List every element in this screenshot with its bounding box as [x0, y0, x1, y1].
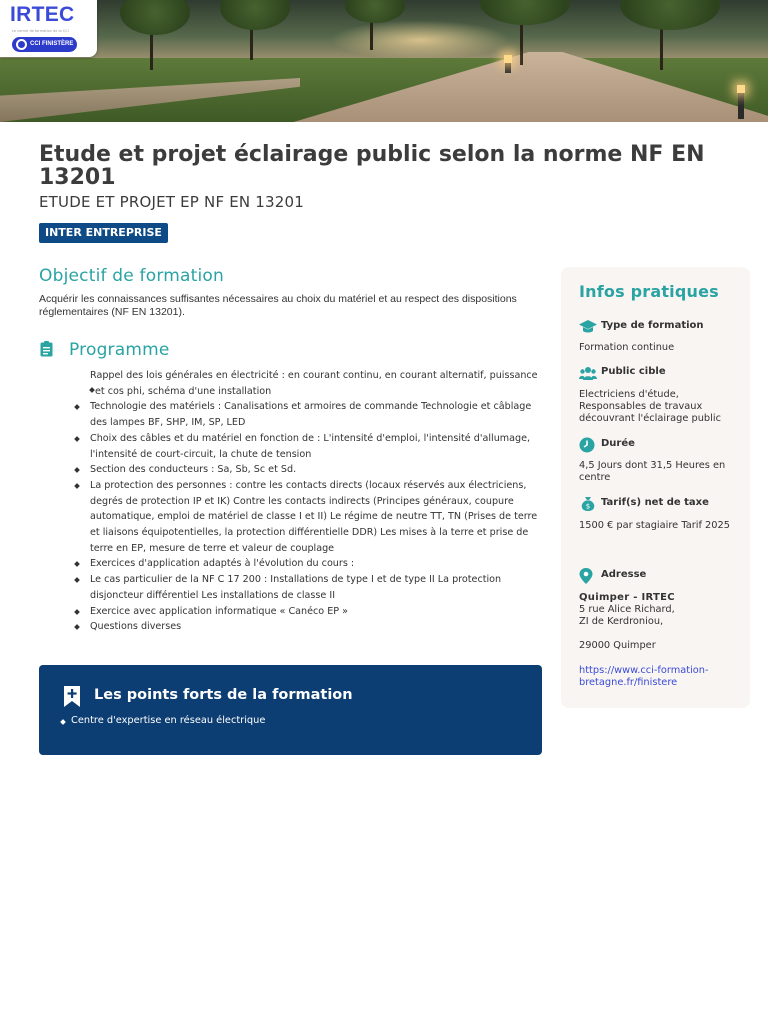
bullet-icon [89, 387, 95, 393]
highlights-heading: Les points forts de la formation [94, 687, 353, 703]
objective-heading: Objectif de formation [39, 266, 224, 286]
course-type-badge: INTER ENTREPRISE [39, 223, 168, 243]
public-value: Electriciens d'étude, Responsables de travaux découvrant l'éclairage public [579, 389, 721, 424]
website-link[interactable]: https://www.cci-formation-bretagne.fr/finistere [579, 665, 709, 688]
money-bag-icon [579, 496, 597, 512]
program-item: Choix des câbles et du matériel en fonction de : L'intensité d'emploi, l'intensité d'allumage, l'intensité de court-circuit, la chute de tension [90, 431, 545, 462]
users-icon [579, 366, 597, 382]
public-label: Public cible [601, 366, 666, 377]
address-postal: 29000 Quimper [579, 640, 656, 651]
cci-ring-icon [16, 39, 27, 50]
page-title: Etude et projet éclairage public selon la norme NF EN 13201 [39, 142, 705, 190]
page-subtitle: ETUDE ET PROJET EP NF EN 13201 [39, 193, 305, 211]
program-item-text: Rappel des lois générales en électricité : en courant continu, en courant alternatif, puissance [90, 370, 538, 381]
clipboard-list-icon [40, 341, 53, 357]
logo-subtitle: Le centre de formation de la CCI [12, 29, 69, 33]
price-value: 1500 € par stagiaire Tarif 2025 [579, 520, 730, 531]
cci-badge [12, 37, 77, 52]
program-item: Le cas particulier de la NF C 17 200 : Installations de type I et de type II La protection disjoncteur différentiel Les installations de classe II [90, 572, 545, 603]
program-item: Exercices d'application adaptés à l'évolution du cours : [90, 556, 545, 572]
type-value: Formation continue [579, 342, 675, 353]
program-item [90, 368, 545, 399]
program-list [90, 368, 545, 635]
bookmark-plus-icon [63, 685, 81, 708]
graduation-cap-icon [579, 319, 597, 335]
infos-heading: Infos pratiques [579, 282, 719, 301]
program-heading: Programme [69, 340, 170, 360]
duration-label: Durée [601, 438, 635, 449]
program-item: Exercice avec application informatique « Canéco EP » [90, 604, 545, 620]
program-item-text: et cos phi, schéma d'une installation [95, 385, 272, 397]
svg-text:$: $ [585, 502, 591, 511]
address-line: ZI de Kerdroniou, [579, 616, 664, 627]
infos-panel [561, 267, 750, 708]
program-item: La protection des personnes : contre les contacts directs (locaux réservés aux électriciens, degrés de protection IP et IK) Contre les contacts indirects (Principes généraux, coupure automatique, emploi de matériel de classe I et II) Le régime de neutre TT, TN (Prises de terre et liaisons équipotentielles, la protection différentielle DDR) Les mises à la terre et prise de terre en EP, mesure de terre et valeur de couplage [90, 478, 545, 557]
program-item: Section des conducteurs : Sa, Sb, Sc et Sd. [90, 462, 545, 478]
highlights-box [39, 665, 542, 755]
highlights-list [71, 715, 265, 726]
clock-icon [579, 437, 597, 453]
objective-text: Acquérir les connaissances suffisantes nécessaires au choix du matériel et au respect des dispositions réglementaires (NF EN 13201). [39, 293, 517, 318]
price-label: Tarif(s) net de taxe [601, 497, 709, 508]
duration-value: 4,5 Jours dont 31,5 Heures en centre [579, 460, 726, 483]
irtec-logo[interactable] [0, 0, 97, 57]
cci-badge-label: CCI FINISTÈRE [30, 41, 74, 47]
map-pin-icon [579, 568, 597, 584]
hero-image [0, 0, 768, 122]
address-label: Adresse [601, 569, 647, 580]
address-line: 5 rue Alice Richard, [579, 604, 675, 615]
logo-title: IRTEC [10, 3, 75, 26]
address-name: Quimper - IRTEC [579, 592, 675, 603]
highlight-item: Centre d'expertise en réseau électrique [71, 715, 266, 726]
program-item: Questions diverses [90, 619, 545, 635]
type-label: Type de formation [601, 320, 704, 331]
program-item: Technologie des matériels : Canalisations et armoires de commande Technologie et câblage des lampes BF, SHP, IM, SP, LED [90, 399, 545, 430]
